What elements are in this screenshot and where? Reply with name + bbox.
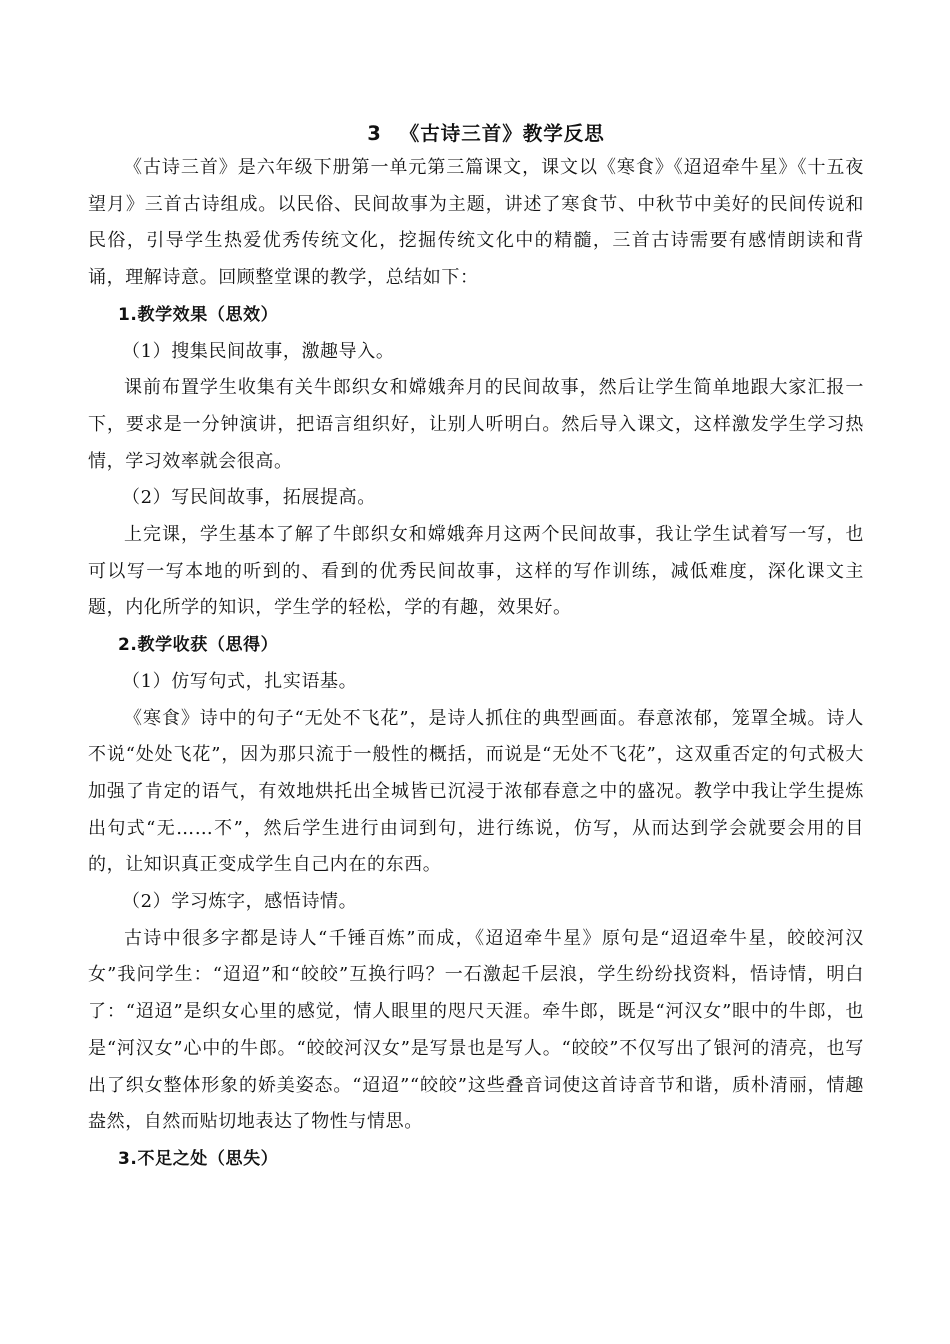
- section-heading: 1.教学效果（思效）: [118, 304, 279, 325]
- section-heading: 2.教学收获（思得）: [118, 635, 279, 656]
- body-paragraph: 古诗中很多字都是诗人“千锤百炼”而成，《迢迢牵牛星》原句是“迢迢牵牛星，皎皎河汉女”我问学生：“迢迢”和“皎皎”互换行吗？一石激起千层浪，学生纷纷找资料，悟诗情，明白了：“迢迢”是织女心里的感觉，情人眼里的咫尺天涯。牵牛郎，既是“河汉女”眼中的牛郎，也是“河汉女”心中的牛郎。“皎皎河汉女”是写景也是写人。“皎皎”不仅写出了银河的清亮，也写出了织女整体形象的娇美姿态。“迢迢”“皎皎”这些叠音词使这首诗音节和谐，质朴清丽，情趣盎然，自然而贴切地表达了物性与情思。: [88, 927, 864, 1133]
- intro-paragraph: 《古诗三首》是六年级下册第一单元第三篇课文，课文以《寒食》《迢迢牵牛星》《十五夜望月》三首古诗组成。以民俗、民间故事为主题，讲述了寒食节、中秋节中美好的民间传说和民俗，引导学生热爱优秀传统文化，挖掘传统文化中的精髓，三首古诗需要有感情朗读和背诵，理解诗意。回顾整堂课的教学，总结如下：: [88, 157, 864, 289]
- body-paragraph: 课前布置学生收集有关牛郎织女和嫦娥奔月的民间故事，然后让学生简单地跟大家汇报一下，要求是一分钟演讲，把语言组织好，让别人听明白。然后导入课文，这样激发学生学习热情，学习效率就会很高。: [88, 377, 864, 472]
- subsection-heading: （2）学习炼字，感悟诗情。: [122, 891, 358, 913]
- document-page: [88, 118, 864, 1178]
- body-paragraph: 《寒食》诗中的句子“无处不飞花”，是诗人抓住的典型画面。春意浓郁，笼罩全城。诗人不说“处处飞花”，因为那只流于一般性的概括，而说是“无处不飞花”，这双重否定的句式极大加强了肯定的语气，有效地烘托出全城皆已沉浸于浓郁春意之中的盛况。教学中我让学生提炼出句式“无……不”，然后学生进行由词到句，进行练说，仿写，从而达到学会就要会用的目的，让知识真正变成学生自己内在的东西。: [88, 707, 864, 876]
- section-heading: 3.不足之处（思失）: [118, 1148, 279, 1169]
- title-number: 3: [367, 122, 382, 145]
- subsection-heading: （1）搜集民间故事，激趣导入。: [122, 340, 395, 362]
- subsection-heading: （2）写民间故事，拓展提高。: [122, 487, 376, 509]
- page-title: [108, 118, 864, 150]
- subsection-heading: （1）仿写句式，扎实语基。: [122, 670, 358, 692]
- body-paragraph: 上完课，学生基本了解了牛郎织女和嫦娥奔月这两个民间故事，我让学生试着写一写，也可以写一写本地的听到的、看到的优秀民间故事，这样的写作训练，减低难度，深化课文主题，内化所学的知识，学生学的轻松，学的有趣，效果好。: [88, 524, 864, 619]
- title-text: 《古诗三首》教学反思: [399, 122, 605, 145]
